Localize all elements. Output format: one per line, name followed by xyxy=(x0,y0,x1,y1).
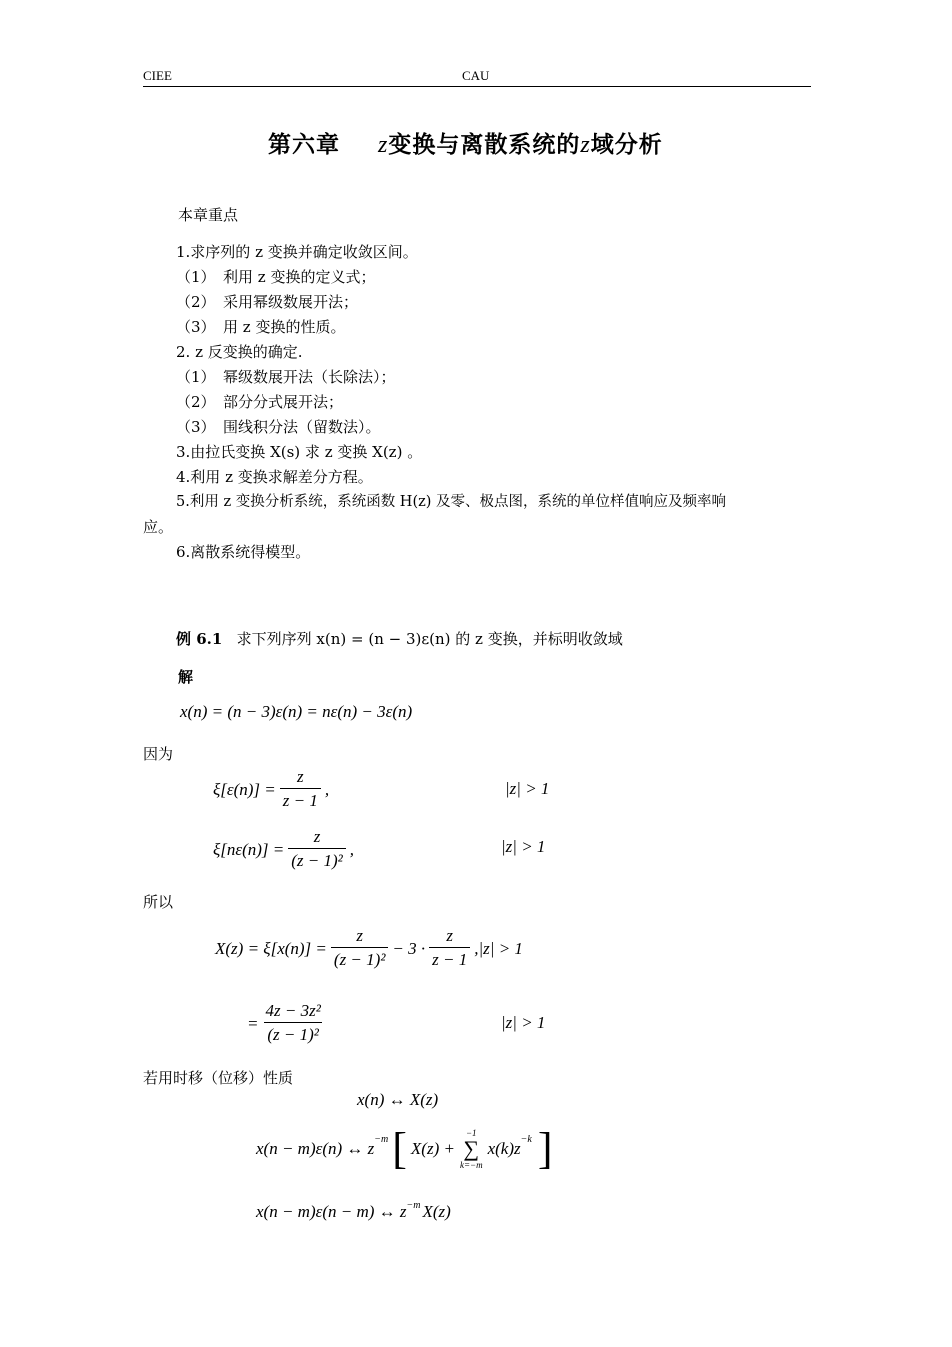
eq2-numerator: z xyxy=(297,767,304,786)
focus-item-4: 4.利用 z 变换求解差分方程。 xyxy=(176,468,373,486)
equation-6: x(n) ↔ X(z) xyxy=(357,1090,439,1109)
eq2-condition: |z| > 1 xyxy=(505,779,550,798)
eq4-fraction-2 xyxy=(429,925,470,972)
eq8-tail: X(z) xyxy=(422,1202,451,1221)
eq7-sum-bottom: k=−m xyxy=(459,1160,483,1170)
eq4-denominator-1: (z − 1)² xyxy=(331,947,389,972)
example-line xyxy=(176,627,623,651)
eq2-tail: , xyxy=(324,779,330,799)
equation-5 xyxy=(247,1000,328,1047)
eq4-numerator-2: z xyxy=(446,926,454,945)
chapter-title xyxy=(268,126,663,159)
eq4-mid: − 3 · xyxy=(392,938,426,958)
focus-item-1-1: （1） 利用 z 变换的定义式； xyxy=(176,268,376,286)
example-label: 例 6.1 xyxy=(176,630,223,648)
eq7-exponent: −m xyxy=(374,1134,389,1145)
focus-item-1: 1.求序列的 z 变换并确定收敛区间。 xyxy=(176,243,418,261)
sigma-icon: ∑ xyxy=(463,1136,480,1161)
title-z1: z xyxy=(378,132,389,158)
eq3-fraction xyxy=(288,826,346,873)
focus-item-1-3: （3） 用 z 变换的性质。 xyxy=(176,318,346,336)
because-label: 因为 xyxy=(143,745,174,763)
focus-item-2-2: （2） 部分分式展开法； xyxy=(176,393,344,411)
eq4-lhs: X(z) = ξ[x(n)] = xyxy=(215,938,327,958)
equation-2 xyxy=(213,766,329,813)
eq4-condition: ,|z| > 1 xyxy=(474,938,523,958)
therefore-label: 所以 xyxy=(143,893,174,911)
example-question: 求下列序列 x(n) = (n − 3)ε(n) 的 z 变换，并标明收敛域 xyxy=(236,630,623,648)
focus-item-2-1: （1） 幂级数展开法（长除法）； xyxy=(176,368,396,386)
eq5-lhs: = xyxy=(247,1013,259,1033)
header-rule xyxy=(143,86,811,87)
focus-item-3: 3.由拉氏变换 X(s) 求 z 变换 X(z) 。 xyxy=(176,443,423,461)
equation-8 xyxy=(256,1202,451,1222)
focus-item-5: 5.利用 z 变换分析系统，系统函数 H(z) 及零、极点图，系统的单位样值响应及频率响 xyxy=(176,494,727,510)
eq8-exponent: −m xyxy=(406,1200,421,1211)
eq5-fraction xyxy=(262,1000,323,1047)
eq7-right-bracket: ] xyxy=(537,1124,553,1173)
eq4-denominator-2: z − 1 xyxy=(429,947,470,972)
header-center: CAU xyxy=(462,68,490,83)
eq7-body: X(z) + xyxy=(410,1139,455,1158)
eq4-fraction-1 xyxy=(331,925,389,972)
focus-item-2-3: （3） 围线积分法（留数法）。 xyxy=(176,418,381,436)
focus-item-5-cont: 应。 xyxy=(143,518,174,536)
focus-heading: 本章重点 xyxy=(178,206,239,224)
title-prefix: 第六章 xyxy=(268,132,340,158)
eq5-denominator: (z − 1)² xyxy=(264,1022,322,1047)
focus-item-6: 6.离散系统得模型。 xyxy=(176,543,311,561)
eq3-numerator: z xyxy=(313,827,321,846)
eq7-sum-top: −1 xyxy=(465,1128,477,1138)
eq7-sum xyxy=(460,1128,483,1170)
solution-label: 解 xyxy=(178,668,194,686)
title-suffix: 域分析 xyxy=(590,132,663,158)
eq7-term-exponent: −k xyxy=(520,1134,532,1145)
eq3-lhs: ξ[nε(n)] = xyxy=(213,839,285,859)
title-mid: 变换与离散系统的 xyxy=(388,132,581,158)
title-z2: z xyxy=(580,132,591,158)
equation-4 xyxy=(215,925,523,972)
equation-1: x(n) = (n − 3)ε(n) = nε(n) − 3ε(n) xyxy=(180,702,413,721)
eq2-lhs: ξ[ε(n)] = xyxy=(213,779,276,799)
eq4-numerator-1: z xyxy=(356,926,363,945)
shift-intro: 若用时移（位移）性质 xyxy=(143,1069,294,1087)
focus-item-2: 2. z 反变换的确定. xyxy=(176,343,303,361)
equation-7 xyxy=(256,1124,552,1174)
equation-3 xyxy=(213,826,354,873)
eq3-condition: |z| > 1 xyxy=(501,837,546,856)
eq5-numerator: 4z − 3z² xyxy=(265,1001,321,1020)
eq2-fraction xyxy=(280,766,321,813)
eq8-lhs: x(n − m)ε(n − m) ↔ z xyxy=(256,1202,407,1221)
header-left: CIEE xyxy=(143,68,172,83)
eq5-condition: |z| > 1 xyxy=(501,1013,546,1032)
focus-item-1-2: （2） 采用幂级数展开法； xyxy=(176,293,359,311)
eq2-denominator: z − 1 xyxy=(280,788,321,813)
eq3-denominator: (z − 1)² xyxy=(288,848,346,873)
eq3-tail: , xyxy=(349,839,355,859)
eq7-term: x(k)z xyxy=(487,1139,521,1158)
eq7-lhs: x(n − m)ε(n) ↔ z xyxy=(256,1139,375,1158)
eq7-left-bracket: [ xyxy=(392,1124,407,1173)
